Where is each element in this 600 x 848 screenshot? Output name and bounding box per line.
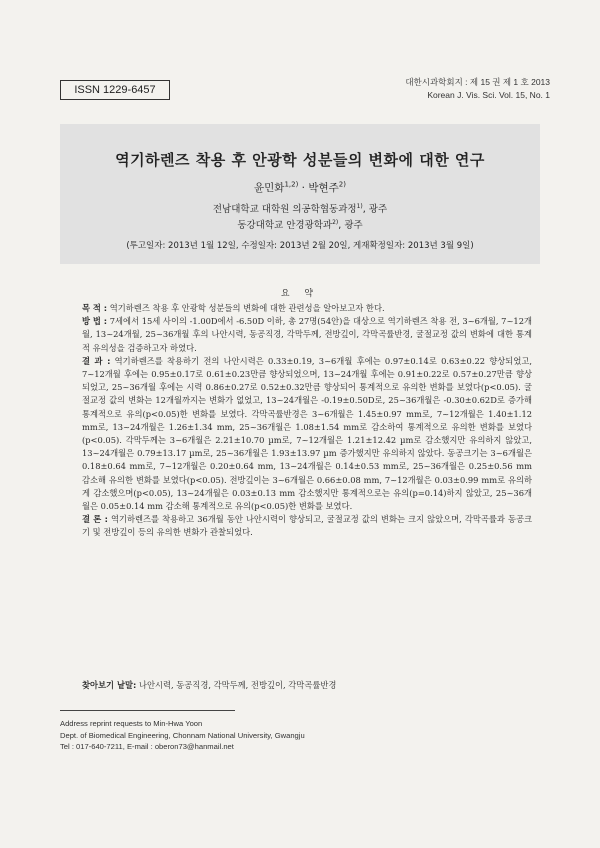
journal-info (405, 76, 550, 102)
purpose-text: 역기하렌즈 착용 후 안광학 성분들의 변화에 대한 관련성을 알아보고자 한다. (107, 303, 385, 313)
keywords (82, 679, 532, 691)
affiliation-name: 전남대학교 대학원 의공학협동과정 (212, 204, 357, 215)
abstract-heading: 요 약 (280, 289, 320, 299)
conclusion-label: 결 론 : (82, 514, 108, 525)
affiliation-name: 동강대학교 안경광학과 (237, 220, 333, 231)
issn-box: ISSN 1229-6457 (60, 80, 170, 100)
footnote-line: Dept. of Biomedical Engineering, Chonnam National University, Gwangju (60, 730, 305, 740)
affiliation-city: , 광주 (338, 220, 363, 231)
paper-title: 역기하렌즈 착용 후 안광학 성분들의 변화에 대한 연구 (115, 151, 485, 169)
conclusion-text: 역기하렌즈를 착용하고 36개월 동안 나안시력이 향상되고, 굴절교정 값의 변화는 크지 않았으며, 각막곡률과 동공크기 및 전방깊이 등의 유의한 변화가 관찰되었다. (82, 514, 532, 538)
methods-text: 7세에서 15세 사이의 -1.00D에서 -6.50D 이하, 총 27명(54안)을 대상으로 역기하렌즈 착용 전, 3~6개월, 7~12개월, 13~24개월, 25~36개월 후의 나안시력, 동공직경, 각막두께, 전방깊이, 각막곡률반경, 굴절교정 값의 변화에 대한 통계적 유의성을 검증하고자 하였다. (82, 316, 532, 353)
methods-label: 방 법 : (82, 316, 108, 327)
author-list (60, 180, 540, 195)
keywords-text: 나안시력, 동공직경, 각막두께, 전방깊이, 각막곡률반경 (136, 680, 337, 690)
abstract-results (82, 355, 532, 513)
journal-name-en: Korean J. Vis. Sci. Vol. 15, No. 1 (427, 90, 550, 100)
author-affil-mark: 1,2) (284, 180, 299, 189)
purpose-label: 목 적 : (82, 303, 108, 313)
correspondence-footnote (60, 718, 305, 753)
abstract-body (82, 302, 532, 540)
abstract-purpose (82, 302, 532, 315)
affiliation-mark: 2) (332, 218, 339, 226)
results-label: 결 과 : (82, 355, 111, 366)
affiliation (60, 201, 540, 215)
author-name: 윤민화 (254, 182, 285, 194)
affiliation-city: , 광주 (362, 204, 388, 215)
keywords-label: 찾아보기 낱말: (82, 680, 137, 690)
author-separator: · (298, 182, 309, 194)
title-block (60, 124, 540, 264)
affiliation-mark: 1) (356, 202, 363, 210)
footnote-line: Address reprint requests to Min-Hwa Yoon (60, 719, 203, 728)
abstract-methods (82, 315, 532, 355)
journal-name-ko: 대한시과학회지 : 제 15 권 제 1 호 2013 (405, 77, 550, 87)
results-text: 역기하렌즈를 착용하기 전의 나안시력은 0.33±0.19, 3~6개월 후에는 0.97±0.14로 0.63±0.22 향상되었고, 7~12개월 후에는 0.95±0.17로 0.61±0.23만큼 향상되었으며, 13~24개월 후에는 0.91±0.22로 0.57±0.27만큼 향상되었고, 25~36개월 후에는 시력 0.86±0.27로 0.52±0.32만큼 향상되어 통계적으로 유의한 변화를 보였다(p<0.05). 굴절교정 값의 변화는 12개월까지는 변화가 없었고, 13~24개월은 -0.19±0.50D로, 25~36개월은 -0.30±0.62D로 증가해 통계적으로 유의(p<0.05)한 변화를 보였다. 각막곡률반경은 3~6개월은 1.45±0.97 mm로, 7~12개월은 1.40±1.12 mm로, 13~24개월은 1.26±1.34 mm, 25~36개월은 1.08±1.54 mm로 감소하여 통계적으로 유의한 변화를 보였다(p<0.05). 각막두께는 3~6개월은 2.21±10.70 µm로, 7~12개월은 1.21±12.42 µm로 감소했지만 유의하지 않았고, 13~24개월은 0.79±13.17 µm로, 25~36개월은 1.93±13.97 µm 증가했지만 유의하지 않았다. 동공크기는 3~6개월은 0.18±0.64 mm로, 7~12개월은 0.20±0.64 mm, 13~24개월은 0.14±0.53 mm로, 25~36개월은 0.25±0.56 mm 감소해 유의한 변화를 보였다(p<0.05). 전방깊이는 3~6개월은 0.66±0.08 mm, 7~12개월은 0.03±0.99 mm로 유의하게 감소했으며(p<0.05), 13~24개월은 0.03±0.13 mm 감소했지만 통계적으로는 유의(p=0.14)하지 않았고, 25~36개월은 0.05±0.14 mm 감소해 통계적으로 유의(p<0.05)한 변화를 보였다. (82, 355, 532, 512)
author-affil-mark: 2) (338, 180, 346, 189)
submission-dates: (투고일자: 2013년 1월 12일, 수정일자: 2013년 2월 20일, 게재확정일자: 2013년 3월 9일) (126, 241, 474, 251)
abstract-conclusion (82, 513, 532, 539)
footnote-line: Tel : 017-640-7211, E-mail : oberon73@hanmail.net (60, 742, 234, 751)
affiliation (60, 217, 540, 231)
author-name: 박현주 (308, 182, 339, 194)
footnote-divider (60, 710, 235, 711)
